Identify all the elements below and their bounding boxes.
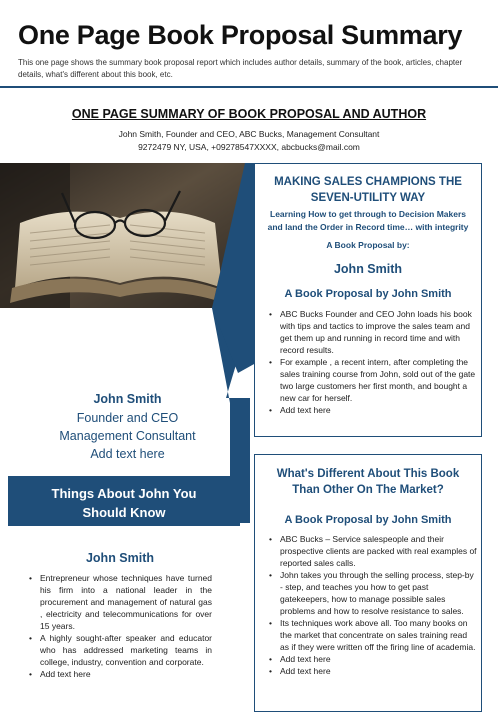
title-divider <box>0 86 498 88</box>
author-name: John Smith <box>93 392 162 406</box>
author-role-1: Founder and CEO <box>76 411 179 425</box>
difference-title-line-2: Than Other On The Market? <box>292 484 444 496</box>
author-bullet-list <box>26 572 212 680</box>
book-subtitle-line-2: and land the Order in Record time… with integrity <box>267 222 469 232</box>
proposal-author-name: John Smith <box>333 262 403 276</box>
things-about-heading <box>8 484 240 522</box>
proposal-heading-2: A Book Proposal by John Smith <box>284 514 452 526</box>
list-item: • John takes you through the selling process, step-by - step, and teaches you how to get past gatekeepers, how to manage possible sales problems and how to resolve resistance to sales. <box>280 569 478 617</box>
open-book-with-glasses-photo <box>0 163 245 308</box>
list-item: • Add text here <box>40 668 212 680</box>
list-item: • ABC Bucks Founder and CEO John loads his book with tips and tactics to improve the sales team and get them up and running in record time and with record results. <box>280 308 478 356</box>
book-title-line-2: SEVEN-UTILITY WAY <box>310 192 426 204</box>
proposal-heading-1: A Book Proposal by John Smith <box>284 288 452 300</box>
left-decoration <box>0 163 256 523</box>
book-subtitle-line-1: Learning How to get through to Decision Makers <box>270 209 466 219</box>
list-item: • Add text here <box>280 653 478 665</box>
contact-line-1: John Smith, Founder and CEO, ABC Bucks, Management Consultant <box>118 129 380 139</box>
band-line-2: Should Know <box>82 505 166 520</box>
proposal-by-label: A Book Proposal by: <box>326 240 410 250</box>
difference-title <box>254 466 482 498</box>
author-role-2: Management Consultant <box>59 429 196 443</box>
list-item: • A highly sought-after speaker and educator who has addressed marketing teams in college, industry, convention and corporate. <box>40 632 212 668</box>
author-add-text: Add text here <box>90 447 165 461</box>
book-title-line-1: MAKING SALES CHAMPIONS THE <box>274 176 462 188</box>
list-item: • Its techniques work above all. Too many books on the market that concentrate on sales training read as if they were written off the firing line of academia. <box>280 617 478 653</box>
list-item: • Add text here <box>280 404 478 416</box>
book-title <box>254 174 482 206</box>
difference-bullet-list <box>268 533 478 677</box>
difference-title-line-1: What's Different About This Book <box>276 468 460 480</box>
summary-bullet-list <box>268 308 478 416</box>
list-item: • Add text here <box>280 665 478 677</box>
list-item: • ABC Bucks – Service salespeople and their prospective clients are packed with real examples of reported sales calls. <box>280 533 478 569</box>
book-subtitle <box>254 208 482 234</box>
page-title: One Page Book Proposal Summary <box>18 20 463 50</box>
band-line-1: Things About John You <box>51 486 197 501</box>
summary-heading: ONE PAGE SUMMARY OF BOOK PROPOSAL AND AUTHOR <box>71 107 427 121</box>
page-subtitle: This one page shows the summary book proposal report which includes author details, summary of the book, articles, chapter details, what's different about this book, etc. <box>18 58 463 79</box>
list-item: • For example , a recent intern, after completing the sales training course from John, sold out of the gate two large customers her first month, and bought a new car for herself. <box>280 356 478 404</box>
contact-line-2: 9272479 NY, USA, +09278547XXXX, abcbucks@mail.com <box>138 142 360 152</box>
list-item: • Entrepreneur whose techniques have turned his firm into a national leader in the procurement and management of natural gas , electricity and telecommunications for over 15 years. <box>40 572 212 632</box>
author-name-2: John Smith <box>85 551 155 565</box>
